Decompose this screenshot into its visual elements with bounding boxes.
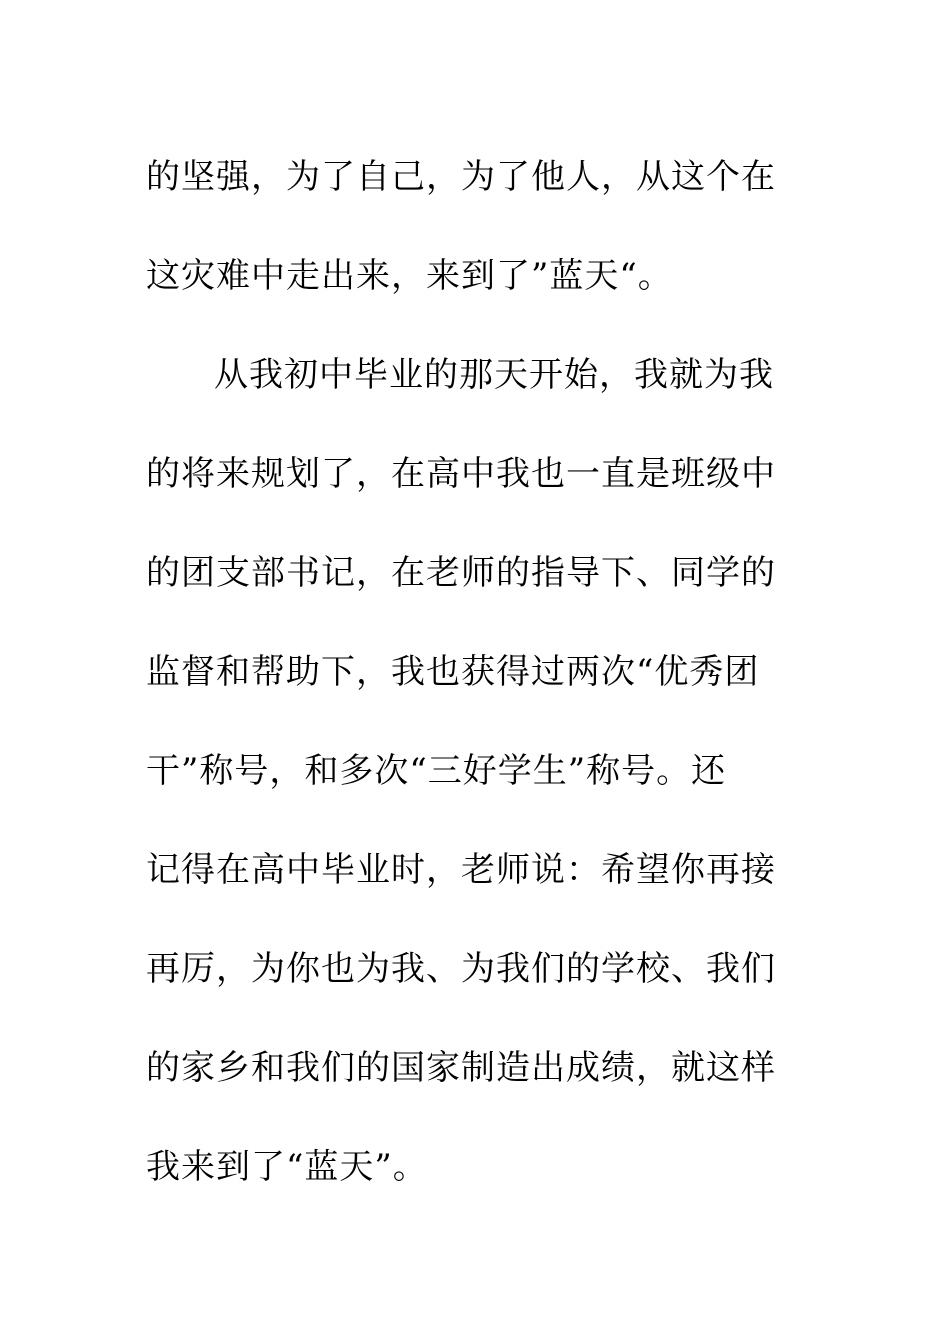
text-line: 再厉，为你也为我、为我们的学校、我们: [146, 949, 776, 989]
text-line: 干”称号，和多次“三好学生”称号。还: [146, 751, 727, 791]
text-line: 记得在高中毕业时，老师说：希望你再接: [146, 850, 776, 890]
text-line: 监督和帮助下，我也获得过两次“优秀团: [146, 652, 760, 692]
text-line: 这灾难中走出来，来到了”蓝天“。: [146, 256, 673, 296]
text-line: 我来到了“蓝天”。: [146, 1147, 428, 1187]
text-line: 的团支部书记，在老师的指导下、同学的: [146, 553, 776, 593]
text-line: 的坚强，为了自己，为了他人，从这个在: [146, 157, 776, 197]
text-line: 的家乡和我们的国家制造出成绩，就这样: [146, 1048, 776, 1088]
paragraph-start-line: 从我初中毕业的那天开始，我就为我: [214, 355, 774, 395]
body-text: [146, 128, 786, 1217]
text-line: 的将来规划了，在高中我也一直是班级中: [146, 454, 776, 494]
